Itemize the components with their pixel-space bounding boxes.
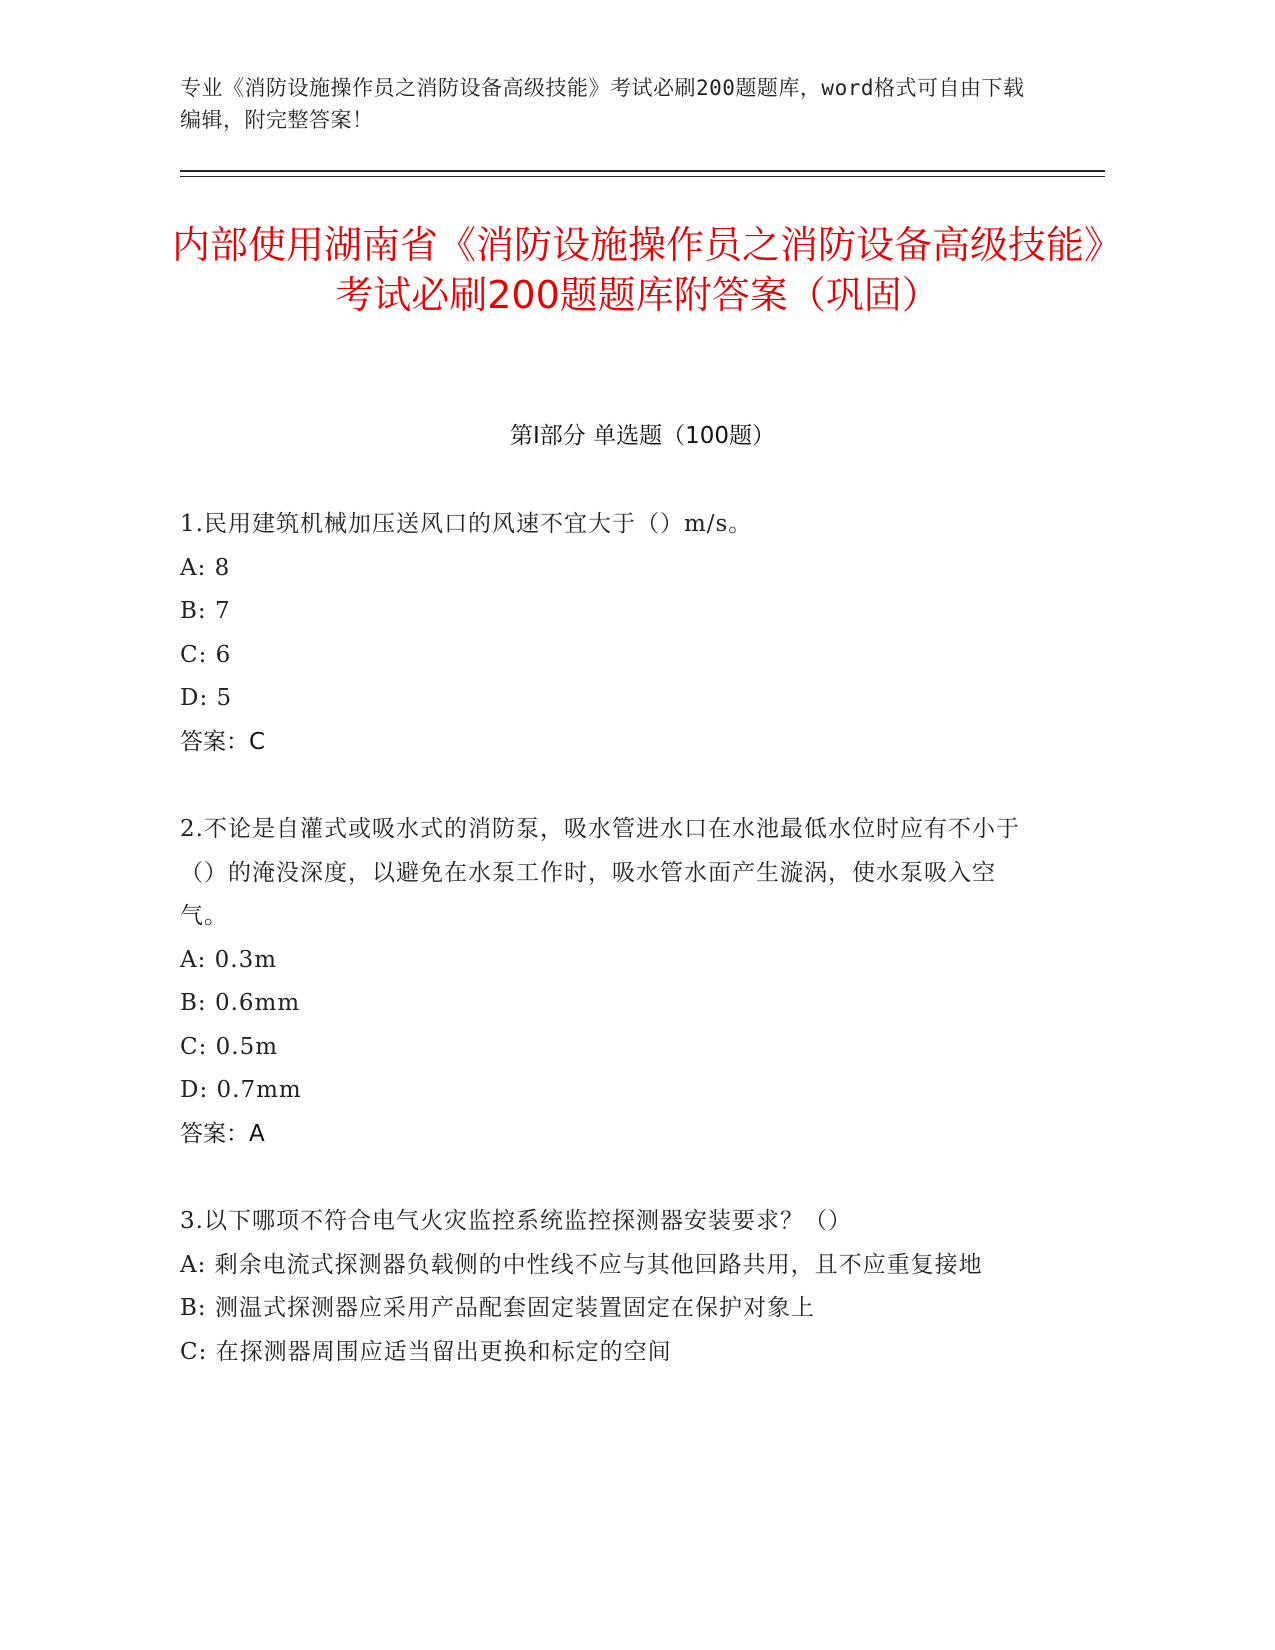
document-title: 内部使用湖南省《消防设施操作员之消防设备高级技能》考试必刷200题题库附答案（巩固）	[171, 223, 1103, 317]
question-1	[180, 503, 1040, 764]
option-d: D: 0.7mm	[180, 1077, 302, 1103]
answer: 答案：A	[180, 1120, 265, 1147]
option-c: C: 0.5m	[180, 1033, 279, 1060]
option-c: C: 在探测器周围应适当留出更换和标定的空间	[180, 1338, 672, 1365]
question-stem: 1.民用建筑机械加压送风口的风速不宜大于（）m/s。	[180, 511, 753, 537]
option-d: D: 5	[180, 685, 233, 711]
question-2	[180, 808, 1040, 1156]
question-stem: 3.以下哪项不符合电气火灾监控系统监控探测器安装要求？（）	[180, 1208, 852, 1234]
option-b: B: 测温式探测器应采用产品配套固定装置固定在保护对象上	[180, 1295, 815, 1321]
option-b: B: 0.6mm	[180, 990, 301, 1016]
option-a: A: 剩余电流式探测器负载侧的中性线不应与其他回路共用，且不应重复接地	[180, 1251, 983, 1278]
option-c: C: 6	[180, 641, 232, 668]
question-3	[180, 1200, 1040, 1374]
question-list	[180, 503, 1040, 1374]
header-divider-thin	[180, 176, 1105, 177]
option-b: B: 7	[180, 598, 231, 624]
option-a: A: 8	[180, 554, 231, 581]
option-a: A: 0.3m	[180, 946, 278, 973]
header-note: 专业《消防设施操作员之消防设备高级技能》考试必刷200题题库，word格式可自由下载编辑，附完整答案！	[180, 76, 1025, 132]
question-stem: 2.不论是自灌式或吸水式的消防泵，吸水管进水口在水池最低水位时应有不小于（）的淹没深度，以避免在水泵工作时，吸水管水面产生漩涡，使水泵吸入空气。	[180, 816, 1020, 929]
section-title: 第Ⅰ部分 单选题（100题）	[510, 423, 775, 449]
answer: 答案：C	[180, 728, 266, 755]
header-divider	[180, 170, 1105, 172]
